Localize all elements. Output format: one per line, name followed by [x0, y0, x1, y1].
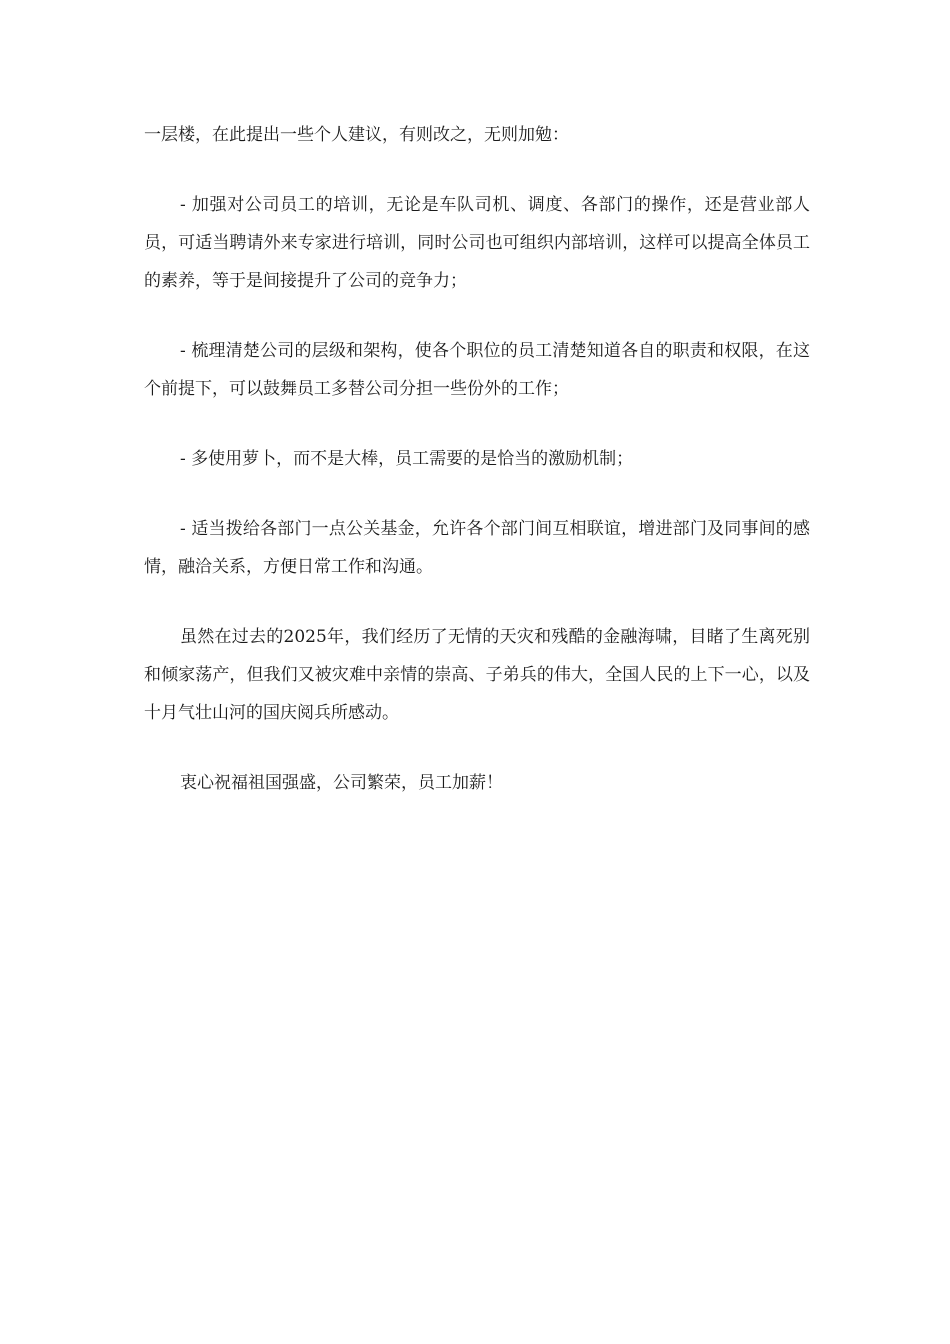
reflection-paragraph: 虽然在过去的2025年，我们经历了无情的天灾和残酷的金融海啸，目睹了生离死别和倾家荡产，但我们又被灾难中亲情的崇高、子弟兵的伟大，全国人民的上下一心，以及十月气壮山河的国庆阅兵所感动。: [144, 627, 810, 723]
suggestion-incentive-paragraph: - 多使用萝卜，而不是大棒，员工需要的是恰当的激励机制；: [180, 449, 634, 469]
suggestion-training-paragraph: - 加强对公司员工的培训，无论是车队司机、调度、各部门的操作，还是营业部人员，可适当聘请外来专家进行培训，同时公司也可组织内部培训，这样可以提高全体员工的素养，等于是间接提升了公司的竞争力；: [144, 195, 810, 291]
suggestion-fund-paragraph: - 适当拨给各部门一点公关基金，允许各个部门间互相联谊，增进部门及同事间的感情，融洽关系，方便日常工作和沟通。: [144, 519, 810, 577]
suggestion-structure-paragraph: - 梳理清楚公司的层级和架构，使各个职位的员工清楚知道各自的职责和权限，在这个前提下，可以鼓舞员工多替公司分担一些份外的工作；: [144, 341, 810, 399]
intro-paragraph: 一层楼，在此提出一些个人建议，有则改之，无则加勉：: [144, 125, 569, 145]
closing-wish-paragraph: 衷心祝福祖国强盛，公司繁荣，员工加薪！: [180, 773, 503, 793]
document-body: [144, 116, 810, 834]
